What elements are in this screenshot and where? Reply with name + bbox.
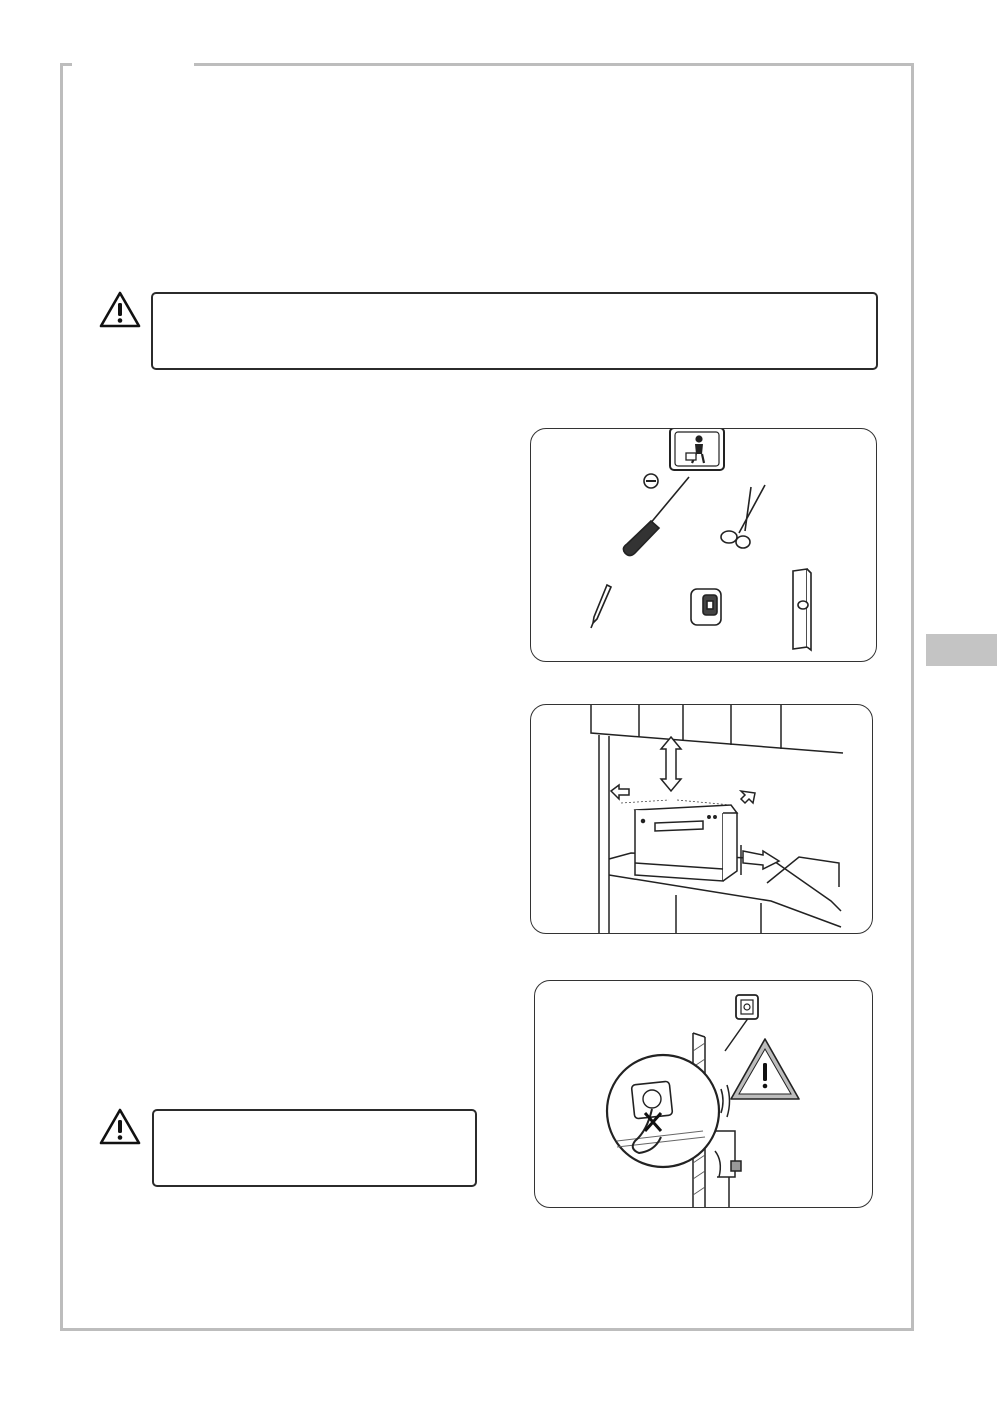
hazard-warning-icon (731, 1039, 799, 1099)
spirit-level-icon (793, 569, 811, 650)
tape-measure-icon (691, 589, 721, 625)
warning-triangle-icon (98, 1107, 142, 1152)
socket-detail-circle (607, 1055, 719, 1167)
socket-illustration-panel (534, 980, 873, 1208)
frame-bottom (60, 1328, 914, 1331)
frame-left (60, 63, 63, 1331)
plug-socket-icon (736, 995, 758, 1019)
warning-box-bottom (152, 1109, 477, 1187)
tools-illustration-panel (530, 428, 877, 662)
scissors-icon (721, 485, 765, 548)
frame-right (911, 63, 914, 1331)
placement-illustration-panel (530, 704, 873, 934)
pencil-icon (591, 585, 611, 628)
warning-box-top (151, 292, 878, 370)
dishwasher-illustration (635, 805, 737, 881)
flat-screwdriver-icon (623, 474, 689, 556)
warning-triangle-icon (98, 290, 142, 335)
frame-top (194, 63, 914, 66)
side-tab-marker (926, 634, 997, 666)
installer-person-icon (668, 428, 726, 471)
